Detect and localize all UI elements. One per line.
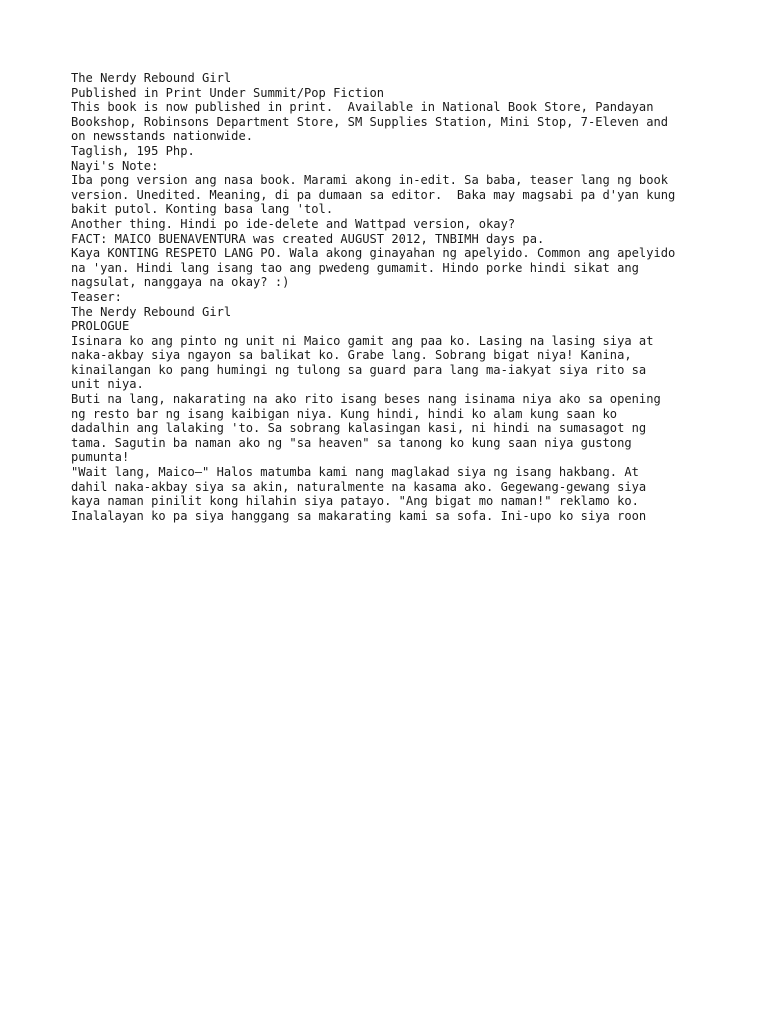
paragraph-line: pumunta! <box>71 450 130 465</box>
paragraph-line: Inalalayan ko pa siya hanggang sa makarating kami sa sofa. Ini-upo ko siya roon <box>71 508 647 523</box>
book-title: The Nerdy Rebound Girl <box>71 71 232 85</box>
paragraph-line: unit niya. <box>71 377 144 392</box>
teaser-title: The Nerdy Rebound Girl <box>71 304 232 319</box>
paragraph-line: dahil naka-akbay siya sa akin, naturalmente na kasama ako. Gegewang-gewang siya <box>71 479 647 494</box>
paragraph-line: Buti na lang, nakarating na ako rito isang beses nang isinama niya ako sa opening <box>71 392 661 407</box>
paragraph-line: ng resto bar ng isang kaibigan niya. Kung hindi, hindi ko alam kung saan ko <box>71 406 618 421</box>
note-heading: Nayi's Note: <box>71 158 159 173</box>
price-line: Taglish, 195 Php. <box>71 143 195 158</box>
paragraph-line: kinailangan ko pang humingi ng tulong sa guard para lang ma-iakyat siya rito sa <box>71 362 647 377</box>
respeto-line: na 'yan. Hindi lang isang tao ang pwedeng gumamit. Hindo porke hindi sikat ang <box>71 260 639 275</box>
paragraph-line: "Wait lang, Maico—" Halos matumba kami nang maglakad siya ng isang hakbang. At <box>71 465 639 480</box>
published-line: This book is now published in print. Available in National Book Store, Pandayan <box>71 100 654 115</box>
published-line: Bookshop, Robinsons Department Store, SM Supplies Station, Mini Stop, 7-Eleven and <box>71 114 669 129</box>
respeto-line: Kaya KONTING RESPETO LANG PO. Wala akong ginayahan ng apelyido. Common ang apelyido <box>71 246 676 261</box>
paragraph-line: naka-akbay siya ngayon sa balikat ko. Grabe lang. Sobrang bigat niya! Kanina, <box>71 348 632 363</box>
paragraph-line: dadalhin ang lalaking 'to. Sa sobrang kalasingan kasi, ni hindi na sumasagot ng <box>71 421 647 436</box>
fact-line: FACT: MAICO BUENAVENTURA was created AUGUST 2012, TNBIMH days pa. <box>71 231 545 246</box>
prologue-heading: PROLOGUE <box>71 319 130 334</box>
paragraph-line: tama. Sagutin ba naman ako ng "sa heaven" sa tanong ko kung saan niya gustong <box>71 435 632 450</box>
published-line: Published in Print Under Summit/Pop Fiction <box>71 85 385 100</box>
document-page <box>71 71 711 523</box>
teaser-label: Teaser: <box>71 289 122 304</box>
note-body-line: version. Unedited. Meaning, di pa dumaan sa editor. Baka may magsabi pa d'yan kung <box>71 187 676 202</box>
note-body-line: bakit putol. Konting basa lang 'tol. <box>71 202 334 217</box>
paragraph-line: kaya naman pinilit kong hilahin siya patayo. "Ang bigat mo naman!" reklamo ko. <box>71 494 639 509</box>
respeto-line: nagsulat, nanggaya na okay? :) <box>71 275 290 290</box>
another-thing-line: Another thing. Hindi po ide-delete and Wattpad version, okay? <box>71 216 516 231</box>
note-body-line: Iba pong version ang nasa book. Marami akong in-edit. Sa baba, teaser lang ng book <box>71 173 669 188</box>
paragraph-line: Isinara ko ang pinto ng unit ni Maico gamit ang paa ko. Lasing na lasing siya at <box>71 333 654 348</box>
published-line: on newsstands nationwide. <box>71 129 254 144</box>
